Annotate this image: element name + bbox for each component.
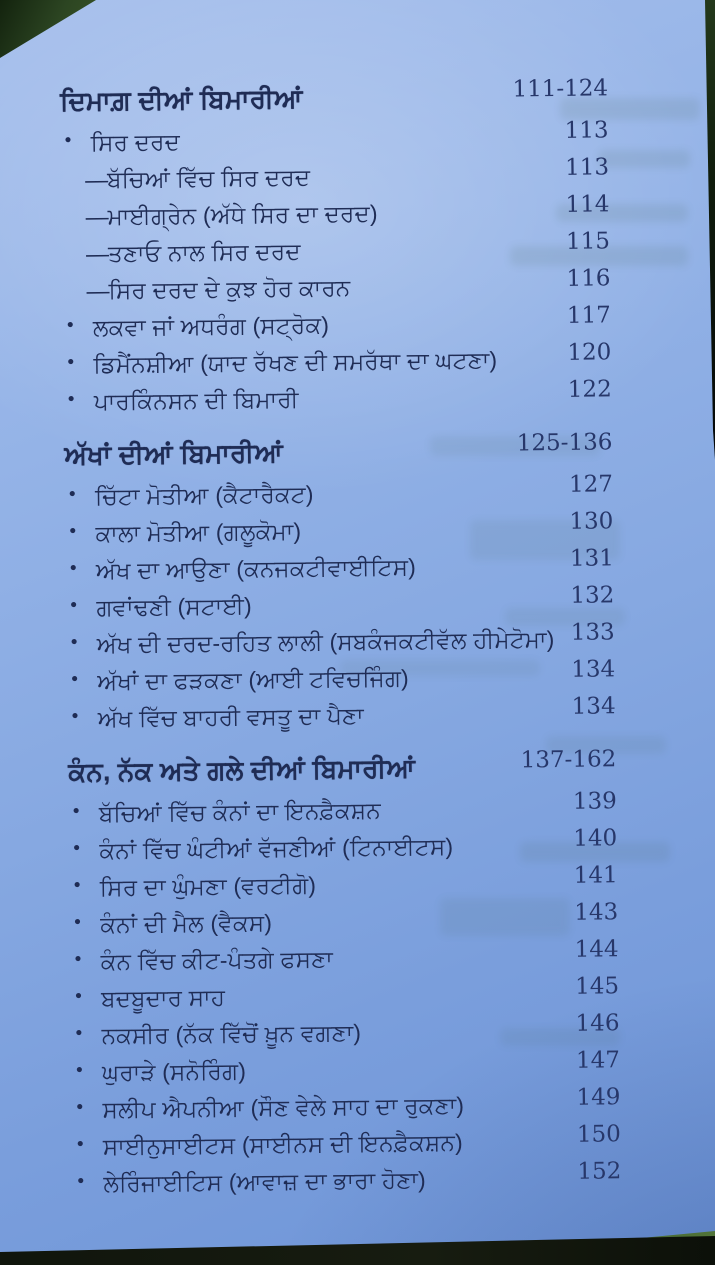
toc-entry-label: ਸਾਈਨੁਸਾਈਟਸ (ਸਾਈਨਸ ਦੀ ਇਨਫ਼ੈਕਸ਼ਨ) — [102, 1129, 464, 1160]
toc-entry-page-number: 116 — [566, 265, 611, 292]
toc-entry-page-number: 150 — [576, 1121, 622, 1148]
toc-entry-label: ਲੇਰਿੰਜਾਈਟਿਸ (ਆਵਾਜ਼ ਦਾ ਭਾਰਾ ਹੋਣਾ) — [103, 1166, 427, 1197]
toc-entry-label: ਕੰਨਾਂ ਦੀ ਮੈਲ (ਵੈਕਸ) — [100, 909, 273, 938]
toc-section — [68, 746, 622, 1208]
toc-entry-page-number: 131 — [569, 545, 614, 572]
bullet-icon: • — [76, 1133, 84, 1155]
dash-icon: — — [84, 166, 109, 193]
toc-entry-label: ਕੰਨ ਵਿੱਚ ਕੀਟ-ਪੰਤਗੇ ਫਸਣਾ — [100, 945, 334, 975]
bullet-icon: • — [77, 1170, 85, 1192]
toc-entry-label: ਤਣਾਓ ਨਾਲ ਸਿਰ ਦਰਦ — [107, 238, 301, 267]
bullet-icon: • — [75, 1022, 83, 1044]
toc-entry-page-number: 113 — [564, 154, 610, 181]
toc-entry-label: ਘੁਰਾੜੇ (ਸਨੋਰਿੰਗ) — [101, 1057, 247, 1086]
section-title: ਅੱਖਾਂ ਦੀਆਂ ਬਿਮਾਰੀਆਂ — [64, 437, 284, 470]
toc-entry-label: ਸਿਰ ਦਰਦ — [90, 128, 181, 156]
bullet-icon: • — [69, 557, 77, 579]
section-page-range: 137-162 — [520, 746, 617, 774]
toc-entry-page-number: 146 — [575, 1010, 620, 1037]
toc-entry-label: ਕਾਲਾ ਮੋਤੀਆ (ਗਲੂਕੋਮਾ) — [95, 518, 302, 547]
toc-entry-page-number: 115 — [565, 228, 611, 255]
toc-entry-label: ਸਲੀਪ ਐਪਨੀਆ (ਸੌਣ ਵੇਲੇ ਸਾਹ ਦਾ ਰੁਕਣਾ) — [102, 1092, 465, 1123]
toc-entry-label: ਬੱਚਿਆਂ ਵਿੱਚ ਸਿਰ ਦਰਦ — [106, 163, 311, 193]
toc-entry-page-number: 134 — [571, 656, 616, 683]
dash-icon: — — [85, 240, 110, 267]
bullet-icon: • — [69, 520, 77, 542]
bullet-icon: • — [70, 631, 78, 653]
toc-entry-page-number: 147 — [575, 1047, 621, 1074]
toc-entry-label: ਚਿੱਟਾ ਮੋਤੀਆ (ਕੈਟਾਰੈਕਟ) — [94, 480, 314, 510]
toc-entry — [68, 693, 616, 743]
toc-entry-label: ਡਿਮੈਂਨਸ਼ੀਆ (ਯਾਦ ਰੱਖਣ ਦੀ ਸਮਰੱਥਾ ਦਾ ਘਟਣਾ) — [93, 346, 498, 378]
bullet-icon: • — [67, 351, 75, 373]
toc-entry-page-number: 133 — [570, 619, 615, 646]
toc-entry-label: ਨਕਸੀਰ (ਨੱਕ ਵਿੱਚੋਂ ਖ਼ੂਨ ਵਗਣਾ) — [101, 1019, 362, 1049]
toc-entry-page-number: 132 — [570, 582, 615, 609]
bullet-icon: • — [71, 705, 79, 727]
dash-icon: — — [86, 277, 110, 304]
toc-entry-page-number: 114 — [565, 191, 610, 218]
toc-entry-page-number: 144 — [574, 936, 619, 963]
toc-entry-label: ਅੱਖ ਦਾ ਆਉਣਾ (ਕਨਜਕਟੀਵਾਈਟਿਸ) — [95, 553, 417, 584]
bullet-icon: • — [64, 129, 72, 151]
toc-entry-label: ਗਵਾਂਢਣੀ (ਸਟਾਈ) — [96, 592, 253, 621]
bullet-icon: • — [72, 800, 80, 822]
toc-entry-page-number: 117 — [566, 302, 612, 329]
section-page-range: 111-124 — [512, 75, 609, 103]
section-header — [64, 429, 613, 484]
bullet-icon: • — [75, 1059, 83, 1081]
table-of-contents — [60, 75, 622, 1208]
toc-entry-page-number: 130 — [569, 508, 614, 535]
toc-entry-page-number: 127 — [568, 471, 614, 498]
bullet-icon: • — [70, 594, 78, 616]
toc-entry-label: ਸਿਰ ਦਾ ਘੁੰਮਣਾ (ਵਰਟੀਗੋ) — [99, 871, 317, 901]
section-page-range: 125-136 — [516, 429, 613, 457]
toc-entry-label: ਬੱਚਿਆਂ ਵਿੱਚ ਕੰਨਾਂ ਦਾ ਇਨਫ਼ੈਕਸ਼ਨ — [98, 797, 382, 827]
toc-entry-page-number: 134 — [571, 693, 616, 720]
toc-entry-page-number: 149 — [576, 1084, 621, 1111]
toc-entry-page-number: 120 — [567, 339, 612, 366]
toc-entry-label: ਬਦਬੂਦਾਰ ਸਾਹ — [100, 984, 226, 1012]
toc-entry-page-number: 143 — [574, 899, 619, 926]
bullet-icon: • — [74, 985, 82, 1007]
section-title: ਦਿਮਾਗ਼ ਦੀਆਂ ਬਿਮਾਰੀਆਂ — [60, 83, 303, 116]
bullet-icon: • — [73, 874, 81, 896]
toc-entry-page-number: 139 — [572, 788, 617, 815]
section-header — [60, 75, 609, 130]
toc-entry-label: ਮਾਈਗ੍ਰੇਨ (ਅੱਧੇ ਸਿਰ ਦਾ ਦਰਦ) — [107, 200, 378, 230]
section-title: ਕੰਨ, ਨੱਕ ਅਤੇ ਗਲੇ ਦੀਆਂ ਬਿਮਾਰੀਆਂ — [68, 752, 416, 787]
toc-entry-label: ਕੰਨਾਂ ਵਿੱਚ ਘੰਟੀਆਂ ਵੱਜਣੀਆਂ (ਟਿਨਾਈਟਸ) — [99, 833, 454, 864]
toc-entry — [73, 1158, 622, 1208]
toc-entry — [64, 376, 612, 426]
toc-section — [60, 75, 612, 426]
toc-entry-page-number: 145 — [574, 973, 620, 1000]
bullet-icon: • — [76, 1096, 84, 1118]
toc-section — [64, 429, 616, 743]
toc-entry-page-number: 152 — [577, 1158, 622, 1185]
bullet-icon: • — [74, 948, 82, 970]
toc-entry-label: ਅੱਖ ਵਿੱਚ ਬਾਹਰੀ ਵਸਤੂ ਦਾ ਪੈਣਾ — [97, 702, 364, 732]
toc-entry-label: ਅੱਖ ਦੀ ਦਰਦ-ਰਹਿਤ ਲਾਲੀ (ਸਬਕੰਜਕਟੀਵੱਲ ਹੀਮੇਟੋਮਾ) — [96, 626, 555, 658]
bullet-icon: • — [68, 483, 76, 505]
toc-entry-page-number: 113 — [564, 117, 609, 144]
toc-entry-label: ਲਕਵਾ ਜਾਂ ਅਧਰੰਗ (ਸਟ੍ਰੋਕ) — [92, 311, 330, 341]
bullet-icon: • — [67, 388, 75, 410]
toc-entry-page-number: 140 — [573, 825, 618, 852]
toc-entry-page-number: 122 — [567, 376, 612, 403]
toc-entry-label: ਸਿਰ ਦਰਦ ਦੇ ਕੁਝ ਹੋਰ ਕਾਰਨ — [108, 274, 351, 304]
bullet-icon: • — [74, 911, 82, 933]
bullet-icon: • — [71, 668, 79, 690]
toc-entry-label: ਪਾਰਕਿੰਨਸਨ ਦੀ ਬਿਮਾਰੀ — [93, 386, 299, 415]
toc-entry-page-number: 141 — [573, 862, 618, 889]
page-bleed-through — [598, 150, 690, 168]
bullet-icon: • — [73, 837, 81, 859]
bullet-icon: • — [66, 314, 74, 336]
section-header — [68, 746, 617, 801]
toc-entry-label: ਅੱਖਾਂ ਦਾ ਫੜਕਣਾ (ਆਈ ਟਵਿਚਜਿੰਗ) — [97, 664, 410, 695]
dash-icon: — — [85, 203, 109, 230]
